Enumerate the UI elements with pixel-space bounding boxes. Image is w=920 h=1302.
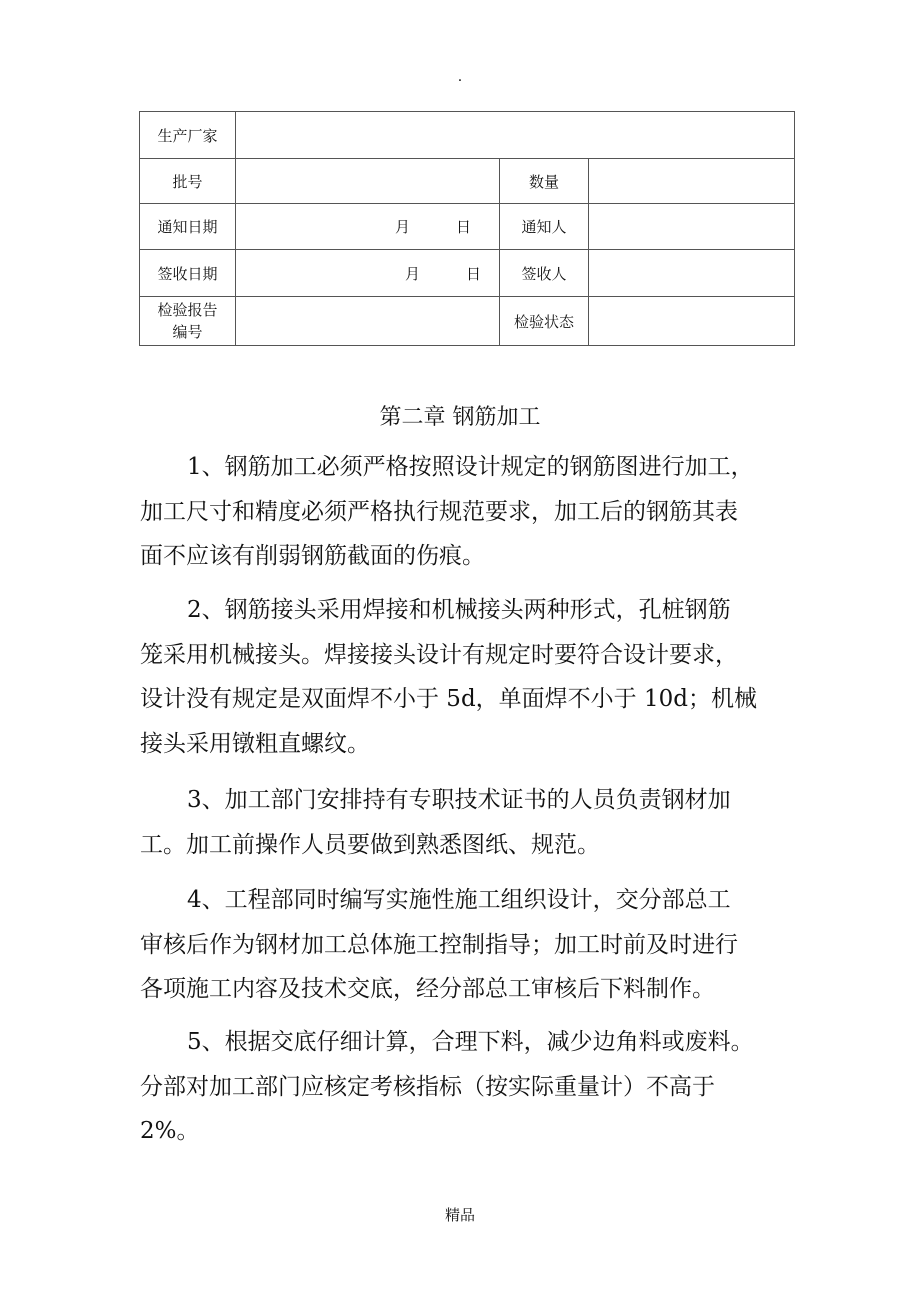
report-number-label-line2: 编号: [172, 323, 203, 341]
receiver-value[interactable]: [589, 250, 795, 297]
report-number-label: [140, 297, 236, 346]
paragraph-3: [140, 778, 790, 867]
paragraph-5: [140, 1020, 790, 1154]
report-number-value[interactable]: [236, 297, 500, 346]
receiver-label: 签收人: [500, 250, 589, 297]
table-row: [140, 159, 795, 204]
table-row: [140, 250, 795, 297]
table-row: [140, 112, 795, 159]
paragraph-line: 审核后作为钢材加工总体施工控制指导；加工时前及时进行: [140, 931, 738, 958]
material-record-table: [139, 111, 795, 346]
receipt-date-value[interactable]: [236, 250, 500, 297]
paragraph-line: 5、根据交底仔细计算，合理下料，减少边角料或废料。: [187, 1029, 754, 1055]
inspection-status-value[interactable]: [589, 297, 795, 346]
receipt-month-unit: 月: [404, 264, 420, 283]
paragraph-line: 1、钢筋加工必须严格按照设计规定的钢筋图进行加工，: [187, 454, 754, 480]
paragraph-line: 2、钢筋接头采用焊接和机械接头两种形式，孔桩钢筋: [187, 597, 731, 623]
paragraph-1: [140, 445, 790, 579]
receipt-day-unit: 日: [465, 264, 481, 283]
table-row: [140, 297, 795, 346]
paragraph-line: 面不应该有削弱钢筋截面的伤痕。: [140, 543, 485, 569]
notice-day-unit: 日: [455, 218, 471, 236]
quantity-value[interactable]: [589, 159, 795, 204]
paragraph-line: 各项施工内容及技术交底，经分部总工审核后下料制作。: [140, 976, 715, 1002]
paragraph-4: [140, 878, 790, 1012]
chapter-title: 第二章 钢筋加工: [379, 405, 541, 430]
notice-date-value[interactable]: [236, 204, 500, 250]
paragraph-line: 接头采用镦粗直螺纹。: [140, 730, 370, 757]
paragraph-line: 分部对加工部门应核定考核指标（按实际重量计）不高于: [140, 1073, 715, 1100]
notice-date-label: 通知日期: [140, 204, 236, 250]
paragraph-line: 笼采用机械接头。焊接接头设计有规定时要符合设计要求，: [140, 641, 738, 668]
paragraph-2: [140, 588, 790, 766]
header-mark: .: [457, 69, 463, 85]
table-row: [140, 204, 795, 250]
batch-label: 批号: [140, 159, 236, 204]
footer-text: 精品: [444, 1206, 475, 1224]
report-number-label-line1: 检验报告: [157, 301, 218, 319]
paragraph-line: 3、加工部门安排持有专职技术证书的人员负责钢材加: [187, 787, 731, 813]
inspection-status-label: 检验状态: [500, 297, 589, 346]
manufacturer-label: 生产厂家: [140, 112, 236, 159]
paragraph-line: 4、工程部同时编写实施性施工组织设计，交分部总工: [187, 887, 731, 913]
receipt-date-label: 签收日期: [140, 250, 236, 297]
paragraph-line: 加工尺寸和精度必须严格执行规范要求，加工后的钢筋其表: [140, 498, 738, 525]
notice-month-unit: 月: [394, 218, 410, 236]
manufacturer-value[interactable]: [236, 112, 795, 159]
paragraph-line: 工。加工前操作人员要做到熟悉图纸、规范。: [140, 831, 600, 858]
notifier-label: 通知人: [500, 204, 589, 250]
notifier-value[interactable]: [589, 204, 795, 250]
quantity-label: 数量: [500, 159, 589, 204]
paragraph-line: 设计没有规定是双面焊不小于 5d，单面焊不小于 10d；机械: [140, 686, 757, 712]
paragraph-line: 2%。: [140, 1118, 200, 1144]
batch-value[interactable]: [236, 159, 500, 204]
